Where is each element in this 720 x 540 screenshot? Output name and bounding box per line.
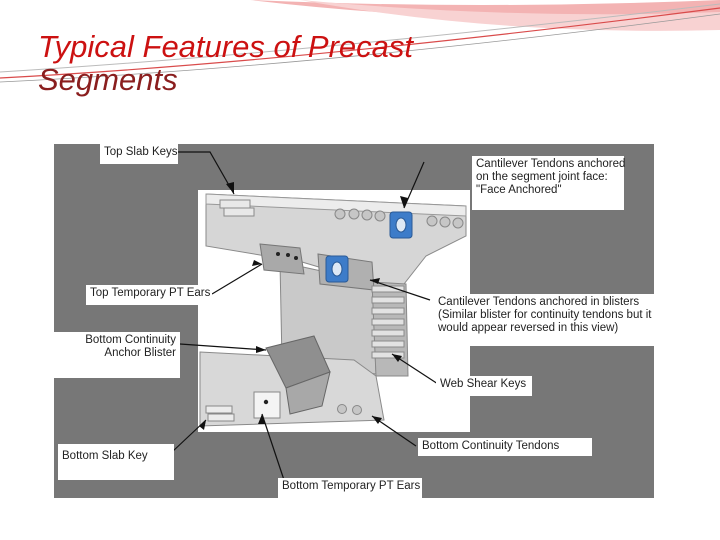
label-text: Top Slab Keys (104, 146, 178, 158)
label-bottom-continuity-tendons (418, 438, 592, 456)
label-line: would appear reversed in this view) (438, 322, 619, 334)
segment-diagram (54, 144, 654, 498)
label-line: (Similar blister for continuity tendons but it (438, 309, 652, 321)
label-bottom-continuity-blister (54, 332, 180, 378)
label-text: Bottom Continuity Tendons (422, 440, 560, 452)
label-cantilever-face-anchored (472, 156, 624, 210)
label-line: Bottom Continuity (85, 334, 176, 346)
label-top-slab-keys (100, 144, 178, 164)
label-bottom-slab-key (58, 444, 174, 480)
label-line: Cantilever Tendons anchored in blisters (438, 296, 640, 308)
label-web-shear-keys (436, 376, 532, 396)
label-line: "Face Anchored" (476, 184, 562, 196)
label-line: on the segment joint face: (476, 171, 608, 183)
label-text: Top Temporary PT Ears (90, 287, 211, 299)
label-text: Bottom Temporary PT Ears (282, 480, 421, 492)
label-line: Cantilever Tendons anchored (476, 158, 626, 170)
label-cantilever-blisters (434, 294, 654, 346)
label-top-temporary-pt-ears (86, 285, 212, 305)
label-text: Web Shear Keys (440, 378, 527, 390)
label-text: Bottom Slab Key (62, 450, 148, 462)
label-bottom-temporary-pt-ears (278, 478, 422, 498)
title-line-1: Typical Features of Precast (38, 29, 414, 64)
title-line-2: Segments (38, 62, 178, 98)
label-line: Anchor Blister (104, 347, 176, 359)
slide-title (38, 30, 413, 97)
